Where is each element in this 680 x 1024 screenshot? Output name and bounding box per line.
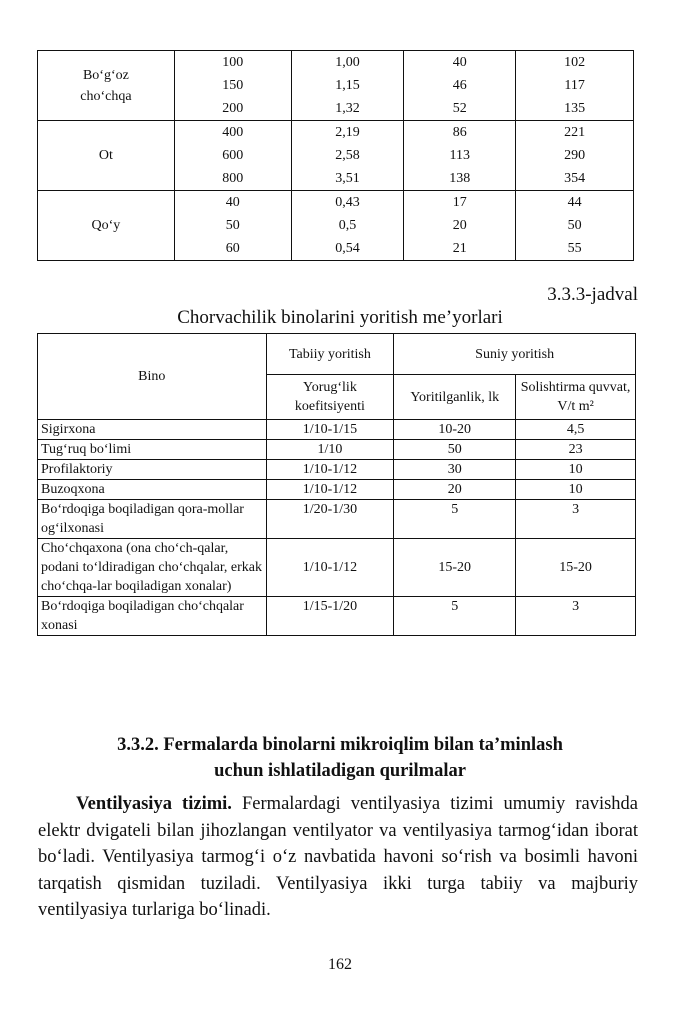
illuminance: 30 xyxy=(394,460,516,480)
building-name: Bo‘rdoqiga boqiladigan cho‘chqalar xonasi xyxy=(38,597,267,636)
table-row xyxy=(38,460,636,480)
page-number: 162 xyxy=(328,956,352,973)
light-coefficient: 1/10-1/12 xyxy=(266,539,394,597)
specific-power: 15-20 xyxy=(516,539,636,597)
building-name: Buzoqxona xyxy=(38,480,267,500)
illuminance: 5 xyxy=(394,500,516,539)
animal-data-table xyxy=(37,50,634,261)
value-cell: 40 46 52 xyxy=(404,51,516,121)
table-row xyxy=(38,597,636,636)
light-coefficient: 1/10-1/15 xyxy=(266,420,394,440)
table-row xyxy=(38,121,634,191)
value-cell: 221 290 354 xyxy=(516,121,634,191)
table-row xyxy=(38,191,634,261)
specific-power: 10 xyxy=(516,480,636,500)
specific-power: 3 xyxy=(516,500,636,539)
light-coefficient: 1/10-1/12 xyxy=(266,480,394,500)
animal-name: Qo‘y xyxy=(38,191,175,261)
table-number: 3.3.3-jadval xyxy=(547,284,638,305)
header-illuminance: Yoritilganlik, lk xyxy=(394,375,516,420)
value-cell: 40 50 60 xyxy=(174,191,291,261)
building-name: Bo‘rdoqiga boqiladigan qora-mollar og‘ilxonasi xyxy=(38,500,267,539)
table-title: Chorvachilik binolarini yoritish me’yorlari xyxy=(177,307,503,328)
lighting-norms-table xyxy=(37,333,636,636)
specific-power: 10 xyxy=(516,460,636,480)
header-light-coefficient: Yorug‘lik koefitsiyenti xyxy=(266,375,394,420)
table-row xyxy=(38,420,636,440)
table-row xyxy=(38,480,636,500)
illuminance: 50 xyxy=(394,440,516,460)
value-cell: 86 113 138 xyxy=(404,121,516,191)
light-coefficient: 1/15-1/20 xyxy=(266,597,394,636)
building-name: Sigirxona xyxy=(38,420,267,440)
value-cell: 1,00 1,15 1,32 xyxy=(291,51,404,121)
animal-name: Ot xyxy=(38,121,175,191)
light-coefficient: 1/10 xyxy=(266,440,394,460)
building-name: Cho‘chqaxona (ona cho‘ch-qalar, podani to‘ldiradigan cho‘chqalar, erkak cho‘chqa-lar boqiladigan xonalar) xyxy=(38,539,267,597)
value-cell: 0,43 0,5 0,54 xyxy=(291,191,404,261)
value-cell: 100 150 200 xyxy=(174,51,291,121)
light-coefficient: 1/20-1/30 xyxy=(266,500,394,539)
light-coefficient: 1/10-1/12 xyxy=(266,460,394,480)
building-name: Profilaktoriy xyxy=(38,460,267,480)
header-artificial-light: Suniy yoritish xyxy=(394,334,636,375)
animal-name: Bo‘g‘oz cho‘chqa xyxy=(38,51,175,121)
illuminance: 15-20 xyxy=(394,539,516,597)
section-heading: 3.3.2. Fermalarda binolarni mikroiqlim bilan ta’minlash uchun ishlatiladigan qurilmalar xyxy=(117,735,563,781)
illuminance: 10-20 xyxy=(394,420,516,440)
value-cell: 102 117 135 xyxy=(516,51,634,121)
table-row xyxy=(38,51,634,121)
value-cell: 400 600 800 xyxy=(174,121,291,191)
table-row xyxy=(38,500,636,539)
paragraph-lead: Ventilyasiya tizimi. xyxy=(76,794,232,814)
specific-power: 4,5 xyxy=(516,420,636,440)
table-row xyxy=(38,440,636,460)
illuminance: 5 xyxy=(394,597,516,636)
section-paragraph xyxy=(38,791,638,924)
header-natural-light: Tabiiy yoritish xyxy=(266,334,394,375)
specific-power: 3 xyxy=(516,597,636,636)
specific-power: 23 xyxy=(516,440,636,460)
value-cell: 17 20 21 xyxy=(404,191,516,261)
header-bino: Bino xyxy=(38,334,267,420)
value-cell: 44 50 55 xyxy=(516,191,634,261)
illuminance: 20 xyxy=(394,480,516,500)
table-row xyxy=(38,539,636,597)
paragraph-body: Fermalardagi ventilyasiya tizimi umumiy ravishda elektr dvigateli bilan jihozlangan ventilyator va ventilyasiya tarmog‘idan iborat bo‘ladi. Ventilyasiya tarmog‘i o‘z navbatida havoni so‘rish va bosimli havoni tarqatish qismidan tuziladi. Ventilyasiya ikki turga tabiiy va majburiy ventilyasiya turlariga bo‘linadi. xyxy=(38,794,638,920)
building-name: Tug‘ruq bo‘limi xyxy=(38,440,267,460)
value-cell: 2,19 2,58 3,51 xyxy=(291,121,404,191)
header-specific-power: Solishtirma quvvat, V/t m² xyxy=(516,375,636,420)
